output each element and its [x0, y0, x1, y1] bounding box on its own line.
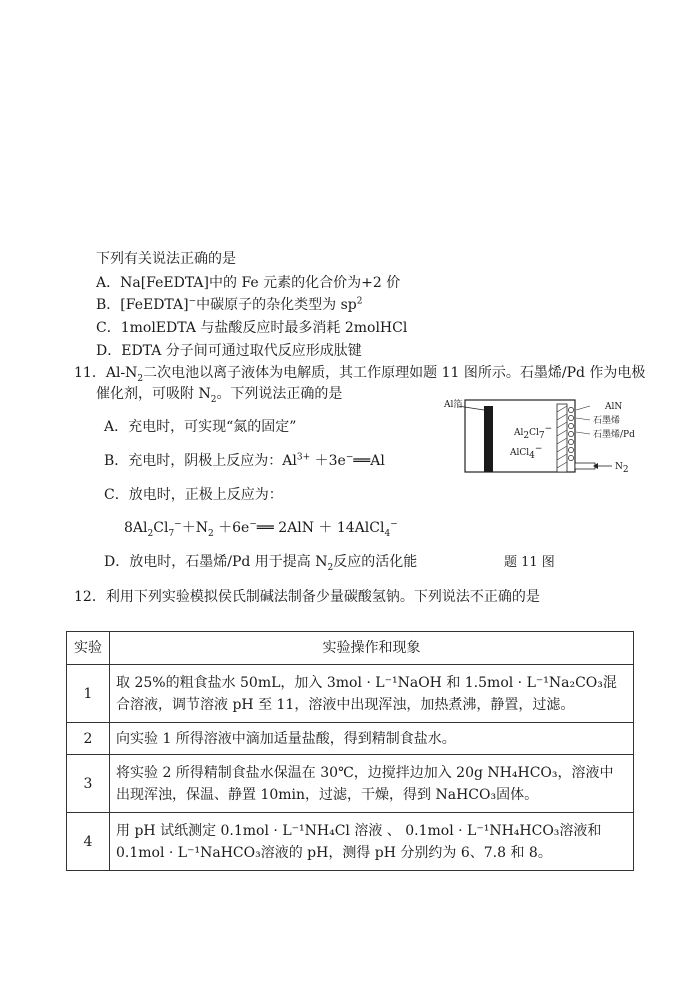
- table-row: [67, 665, 634, 723]
- label-aln: AlN: [605, 402, 623, 412]
- table-cell-index: 1: [67, 665, 110, 723]
- label-al-foil: Al箔: [444, 400, 463, 410]
- table-cell-text: 取 25%的粗食盐水 50mL，加入 3mol · L⁻¹NaOH 和 1.5mol · L⁻¹Na₂CO₃混合溶液，调节溶液 pH 至 11，溶液中出现浑浊，加热煮沸，静置，过滤。: [110, 665, 634, 723]
- q11-option-c: C．放电时，正极上反应为：: [104, 487, 283, 503]
- figure-caption: 题 11 图: [504, 555, 555, 570]
- battery-diagram: [440, 392, 650, 572]
- al-foil-electrode: [484, 406, 493, 472]
- table-cell-index: 3: [67, 755, 110, 813]
- q11-equation: $8Al_2Cl_7^-+N_2$ ＋6e−══ 2AlN ＋ 14AlCl$_4$−: [124, 519, 398, 539]
- label-alcl4: AlCl$_4$−: [510, 444, 543, 461]
- table-row: [67, 813, 634, 871]
- label-graphene-pd: 石墨烯/Pd: [593, 430, 635, 440]
- table-header-cell: 实验: [67, 632, 110, 665]
- table-row: [67, 723, 634, 755]
- table-cell-index: 4: [67, 813, 110, 871]
- table-cell-index: 2: [67, 723, 110, 755]
- q10-option-c: C．1molEDTA 与盐酸反应时最多消耗 2molHCl: [96, 320, 408, 336]
- q10-stem: 下列有关说法正确的是: [96, 251, 236, 267]
- q12-stem: 12．利用下列实验模拟侯氏制碱法制备少量碳酸氢钠。下列说法不正确的是: [74, 589, 540, 605]
- table-cell-text: 将实验 2 所得精制食盐水保温在 30℃，边搅拌边加入 20g NH₄HCO₃，溶液中出现浑浊，保温、静置 10min，过滤，干燥，得到 NaHCO₃固体。: [110, 755, 634, 813]
- table-row: [67, 755, 634, 813]
- q10-option-d: D．EDTA 分子间可通过取代反应形成肽键: [96, 343, 362, 359]
- label-graphene: 石墨烯: [593, 416, 621, 426]
- q11-option-a: A．充电时，可实现“氮的固定”: [104, 419, 297, 435]
- q11-stem-line1: 11．$Al-N_2$二次电池以离子液体为电解质，其工作原理如题 11 图所示。石墨烯/Pd 作为电极: [74, 365, 646, 384]
- q10-option-a: A．Na[FeEDTA]中的 Fe 元素的化合价为+2 价: [96, 275, 401, 291]
- q11-option-d: D．放电时，石墨烯/Pd 用于提高 $N_2$反应的活化能: [104, 554, 418, 573]
- table-cell-text: 向实验 1 所得溶液中滴加适量盐酸，得到精制食盐水。: [110, 723, 634, 755]
- label-n2: $N_2$: [615, 462, 629, 475]
- label-al2cl7: $Al_2Cl_7^-$: [514, 424, 553, 441]
- q11-stem-line2: 催化剂，可吸附 $N_2$。下列说法正确的是: [96, 386, 343, 405]
- experiment-table: [66, 631, 634, 871]
- table-header-row: [67, 632, 634, 665]
- table-header-cell: 实验操作和现象: [110, 632, 634, 665]
- table-cell-text: 用 pH 试纸测定 0.1mol · L⁻¹NH₄Cl 溶液 、 0.1mol · L⁻¹NH₄HCO₃溶液和 0.1mol · L⁻¹NaHCO₃溶液的 pH，测得 pH 分别约为 6、7.8 和 8。: [110, 813, 634, 871]
- q10-option-b: B．[FeEDTA]−中碳原子的杂化类型为 $sp^2$: [96, 296, 363, 313]
- q11-option-b: B．充电时，阴极上反应为：$Al^{3+}$ ＋3e−══Al: [104, 452, 385, 469]
